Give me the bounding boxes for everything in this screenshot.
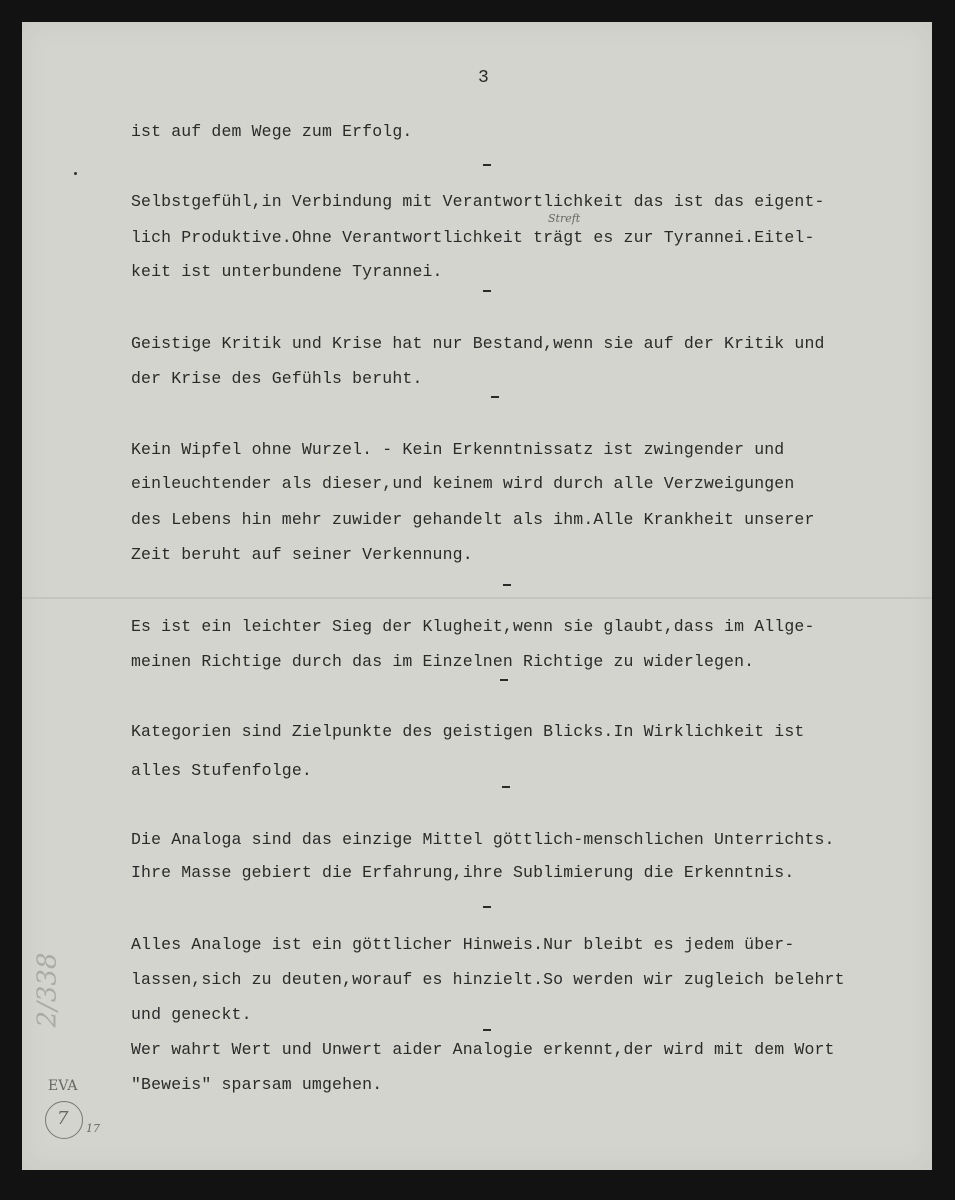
paper-fold-line: [22, 597, 932, 599]
section-separator: [491, 396, 499, 398]
section-separator: [503, 584, 511, 586]
text-line: Selbstgefühl,in Verbindung mit Verantwortlichkeit das ist das eigent-: [131, 192, 825, 211]
text-line: alles Stufenfolge.: [131, 761, 312, 780]
text-line: ist auf dem Wege zum Erfolg.: [131, 122, 413, 141]
text-line: Wer wahrt Wert und Unwert aider Analogie erkennt,der wird mit dem Wort: [131, 1040, 835, 1059]
page-number: 3: [478, 68, 489, 88]
text-line: meinen Richtige durch das im Einzelnen Richtige zu widerlegen.: [131, 652, 755, 671]
text-line: und geneckt.: [131, 1005, 252, 1024]
text-line: Kein Wipfel ohne Wurzel. - Kein Erkenntnissatz ist zwingender und: [131, 440, 785, 459]
text-line: Die Analoga sind das einzige Mittel göttlich-menschlichen Unterrichts.: [131, 830, 835, 849]
margin-archive-number: 2/338: [32, 952, 63, 1028]
text-line: Es ist ein leichter Sieg der Klugheit,wenn sie glaubt,dass im Allge-: [131, 617, 815, 636]
text-line: einleuchtender als dieser,und keinem wird durch alle Verzweigungen: [131, 474, 795, 493]
ink-dot: [74, 172, 77, 175]
text-line: keit ist unterbundene Tyrannei.: [131, 262, 443, 281]
text-line: des Lebens hin mehr zuwider gehandelt als ihm.Alle Krankheit unserer: [131, 510, 815, 529]
archive-stamp-side: 17: [86, 1122, 100, 1135]
text-line: lich Produktive.Ohne Verantwortlichkeit trägt es zur Tyrannei.Eitel-: [131, 228, 815, 247]
section-separator: [483, 1029, 491, 1031]
text-line: "Beweis" sparsam umgehen.: [131, 1075, 383, 1094]
archive-stamp-number: 7: [57, 1108, 69, 1129]
text-line: Geistige Kritik und Krise hat nur Bestand,wenn sie auf der Kritik und: [131, 334, 825, 353]
section-separator: [483, 290, 491, 292]
text-line: Kategorien sind Zielpunkte des geistigen Blicks.In Wirklichkeit ist: [131, 722, 805, 741]
section-separator: [483, 164, 491, 166]
text-line: der Krise des Gefühls beruht.: [131, 369, 423, 388]
handwritten-correction: Streft: [548, 212, 581, 225]
section-separator: [500, 679, 508, 681]
archive-stamp-label: EVA: [48, 1078, 78, 1094]
text-line: lassen,sich zu deuten,worauf es hinzielt.So werden wir zugleich belehrt: [131, 970, 845, 989]
section-separator: [502, 786, 510, 788]
text-line: Ihre Masse gebiert die Erfahrung,ihre Sublimierung die Erkenntnis.: [131, 863, 795, 882]
text-line: Alles Analoge ist ein göttlicher Hinweis.Nur bleibt es jedem über-: [131, 935, 795, 954]
section-separator: [483, 906, 491, 908]
text-line: Zeit beruht auf seiner Verkennung.: [131, 545, 473, 564]
